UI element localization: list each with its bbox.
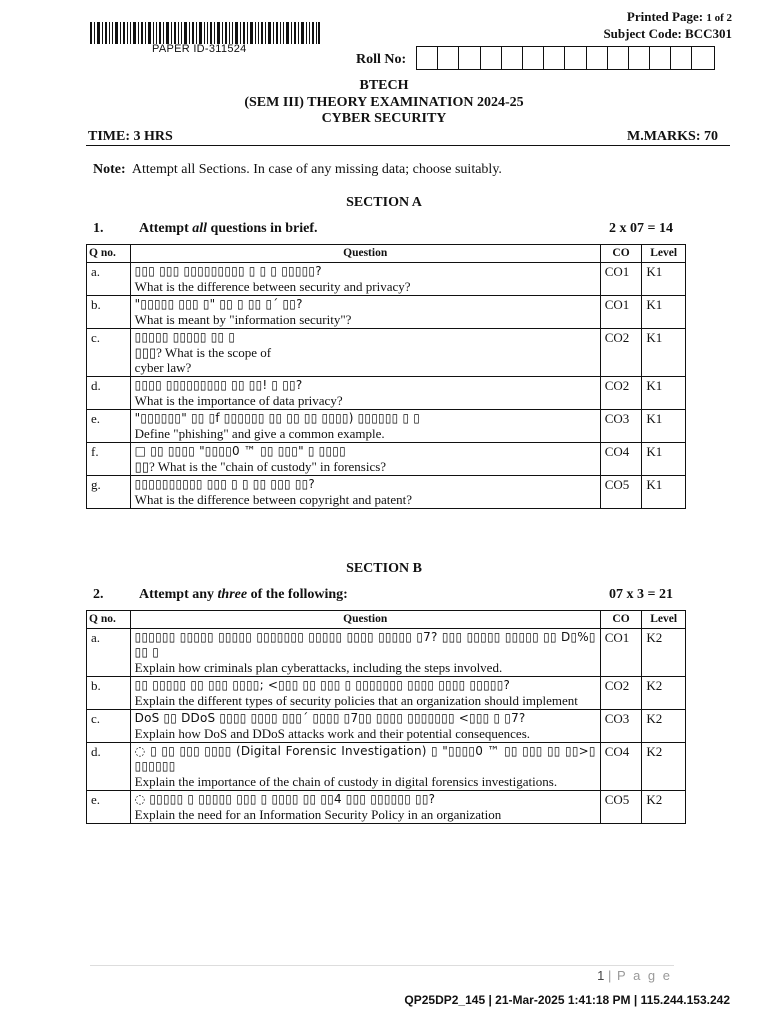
question-no: b.	[87, 677, 131, 710]
printed-page-label: Printed Page:	[626, 9, 704, 24]
footer-divider	[90, 965, 674, 966]
footer-stamp: QP25DP2_145 | 21-Mar-2025 1:41:18 PM | 115.244.153.242	[404, 993, 730, 1007]
question-no: d.	[87, 743, 131, 791]
question-no: d.	[87, 377, 131, 410]
roll-box[interactable]	[438, 47, 459, 69]
roll-box[interactable]	[671, 47, 692, 69]
question-hindi: ▯▯▯ ▯▯▯ ▯▯▯▯▯▯▯▯▯ ▯ ▯ ▯ ▯▯▯▯▯?	[134, 264, 322, 278]
bloom-level: K1	[642, 263, 686, 296]
course-outcome: CO1	[600, 296, 642, 329]
bloom-level: K2	[642, 629, 686, 677]
table-row	[87, 410, 686, 443]
time-marks-row	[88, 129, 718, 145]
roll-box[interactable]	[608, 47, 629, 69]
page-separator: |	[608, 968, 614, 983]
roll-box[interactable]	[523, 47, 544, 69]
roll-no-boxes[interactable]	[416, 46, 715, 70]
note-text: Attempt all Sections. In case of any missing data; choose suitably.	[131, 162, 502, 177]
question-english: ▯▯▯? What is the scope of cyber law?	[134, 345, 272, 375]
section-b-marks: 07 x 3 = 21	[609, 587, 673, 602]
roll-no-label: Roll No:	[356, 52, 407, 67]
table-row	[87, 377, 686, 410]
question-text	[130, 710, 600, 743]
course-outcome: CO1	[600, 263, 642, 296]
question-number: 2.	[93, 587, 104, 602]
question-text	[130, 410, 600, 443]
question-text	[130, 743, 600, 791]
question-hindi: □ ▯▯ ▯▯▯▯ "▯▯▯▯0 ™ ▯▯ ▯▯▯" ▯ ▯▯▯▯	[134, 444, 346, 458]
course-outcome: CO5	[600, 791, 642, 824]
page-number	[597, 968, 672, 983]
question-english: ▯▯? What is the "chain of custody" in forensics?	[134, 459, 387, 474]
note-label: Note:	[93, 162, 126, 177]
section-a-instruction	[93, 221, 673, 237]
question-hindi: ◌ ▯ ▯▯ ▯▯▯ ▯▯▯▯ (Digital Forensic Investigation) ▯ "▯▯▯▯0 ™ ▯▯ ▯▯▯ ▯▯ ▯▯>▯ ▯▯▯▯▯▯	[134, 744, 596, 773]
question-english: Explain the different types of security policies that an organization should implement	[134, 693, 578, 708]
table-row	[87, 710, 686, 743]
table-row	[87, 329, 686, 377]
printed-page-info	[603, 9, 732, 42]
roll-box[interactable]	[417, 47, 438, 69]
table-row	[87, 677, 686, 710]
col-header-qno: Q no.	[87, 611, 131, 629]
question-hindi: "▯▯▯▯▯ ▯▯▯ ▯" ▯▯ ▯ ▯▯ ▯´ ▯▯?	[134, 297, 303, 311]
question-hindi: DoS ▯▯ DDoS ▯▯▯▯ ▯▯▯▯ ▯▯▯´ ▯▯▯▯ ▯7▯▯ ▯▯▯▯ ▯▯▯▯▯▯▯ <▯▯▯ ▯ ▯7?	[134, 711, 526, 725]
printed-page-value: 1 of 2	[706, 12, 732, 24]
bloom-level: K2	[642, 743, 686, 791]
question-text	[130, 629, 600, 677]
question-no: f.	[87, 443, 131, 476]
course-outcome: CO4	[600, 743, 642, 791]
col-header-level: Level	[642, 611, 686, 629]
question-english: Define "phishing" and give a common example.	[134, 426, 385, 441]
page-word: P a g e	[617, 968, 672, 983]
question-no: c.	[87, 710, 131, 743]
subject-title: CYBER SECURITY	[321, 111, 447, 126]
bloom-level: K1	[642, 377, 686, 410]
subject-code-label: Subject Code:	[603, 26, 682, 41]
instruction-emphasis: all	[192, 221, 208, 236]
question-hindi: ▯▯▯▯ ▯▯▯▯▯▯▯▯▯ ▯▯ ▯▯! ▯ ▯▯?	[134, 378, 303, 392]
section-b-table	[86, 610, 686, 824]
question-no: a.	[87, 629, 131, 677]
roll-box[interactable]	[629, 47, 650, 69]
question-text	[130, 377, 600, 410]
table-row	[87, 629, 686, 677]
question-english: What is meant by "information security"?	[134, 312, 352, 327]
bloom-level: K1	[642, 410, 686, 443]
paper-id: PAPER ID-311524	[152, 43, 247, 55]
question-hindi: ▯▯▯▯▯ ▯▯▯▯▯ ▯▯ ▯	[134, 330, 236, 344]
table-row	[87, 791, 686, 824]
course-outcome: CO2	[600, 677, 642, 710]
bloom-level: K1	[642, 443, 686, 476]
section-a-table	[86, 244, 686, 509]
course-outcome: CO2	[600, 377, 642, 410]
question-english: What is the difference between copyright and patent?	[134, 492, 413, 507]
question-hindi: ▯▯▯▯▯▯ ▯▯▯▯▯ ▯▯▯▯▯ ▯▯▯▯▯▯▯ ▯▯▯▯▯ ▯▯▯▯ ▯▯▯▯▯ ▯7? ▯▯▯ ▯▯▯▯▯ ▯▯▯▯▯ ▯▯ D▯%▯ ▯▯ ▯	[134, 630, 596, 659]
course-outcome: CO3	[600, 410, 642, 443]
question-text	[130, 476, 600, 509]
table-row	[87, 296, 686, 329]
question-text	[130, 263, 600, 296]
course-outcome: CO2	[600, 329, 642, 377]
note	[93, 162, 502, 178]
roll-box[interactable]	[544, 47, 565, 69]
roll-box[interactable]	[692, 47, 713, 69]
bloom-level: K1	[642, 329, 686, 377]
question-hindi: "▯▯▯▯▯▯" ▯▯ ▯f ▯▯▯▯▯▯ ▯▯ ▯▯ ▯▯ ▯▯▯▯) ▯▯▯▯▯▯ ▯ ▯	[134, 411, 421, 425]
question-text	[130, 443, 600, 476]
question-no: e.	[87, 791, 131, 824]
header-divider	[86, 145, 730, 146]
course-outcome: CO4	[600, 443, 642, 476]
course-title: BTECH	[359, 78, 409, 93]
course-outcome: CO1	[600, 629, 642, 677]
question-text	[130, 296, 600, 329]
exam-title: (SEM III) THEORY EXAMINATION 2024-25	[244, 95, 524, 110]
question-english: What is the importance of data privacy?	[134, 393, 343, 408]
table-row	[87, 443, 686, 476]
question-hindi: ▯▯ ▯▯▯▯▯ ▯▯ ▯▯▯ ▯▯▯▯; <▯▯▯ ▯▯ ▯▯▯ ▯ ▯▯▯▯▯▯▯ ▯▯▯▯ ▯▯▯▯ ▯▯▯▯▯?	[134, 678, 511, 692]
question-english: Explain how DoS and DDoS attacks work and their potential consequences.	[134, 726, 530, 741]
time-allowed: TIME: 3 HRS	[88, 129, 173, 144]
question-no: c.	[87, 329, 131, 377]
col-header-question: Question	[130, 245, 600, 263]
page-num-value: 1	[597, 968, 605, 983]
col-header-question: Question	[130, 611, 600, 629]
question-english: Explain how criminals plan cyberattacks, including the steps involved.	[134, 660, 503, 675]
section-a-marks: 2 x 07 = 14	[609, 221, 673, 236]
instruction-prefix: Attempt	[139, 221, 193, 236]
instruction-prefix: Attempt any	[139, 587, 218, 602]
bloom-level: K2	[642, 677, 686, 710]
question-text	[130, 329, 600, 377]
question-english: Explain the importance of the chain of custody in digital forensics investigations.	[134, 774, 558, 789]
col-header-co: CO	[600, 611, 642, 629]
roll-box[interactable]	[587, 47, 608, 69]
roll-box[interactable]	[481, 47, 502, 69]
col-header-level: Level	[642, 245, 686, 263]
instruction-suffix: of the following:	[247, 587, 348, 602]
question-no: a.	[87, 263, 131, 296]
bloom-level: K1	[642, 476, 686, 509]
col-header-co: CO	[600, 245, 642, 263]
roll-box[interactable]	[459, 47, 480, 69]
bloom-level: K2	[642, 710, 686, 743]
roll-box[interactable]	[565, 47, 586, 69]
question-hindi: ▯▯▯▯▯▯▯▯▯▯ ▯▯▯ ▯ ▯ ▯▯ ▯▯▯ ▯▯?	[134, 477, 316, 491]
table-row	[87, 476, 686, 509]
question-hindi: ◌ ▯▯▯▯▯ ▯ ▯▯▯▯▯ ▯▯▯ ▯ ▯▯▯▯ ▯▯ ▯▯4 ▯▯▯ ▯▯▯▯▯▯ ▯▯?	[134, 792, 436, 806]
bloom-level: K1	[642, 296, 686, 329]
instruction-suffix: questions in brief.	[207, 221, 318, 236]
table-row	[87, 263, 686, 296]
question-no: e.	[87, 410, 131, 443]
roll-box[interactable]	[502, 47, 523, 69]
subject-code-value: BCC301	[685, 26, 732, 41]
bloom-level: K2	[642, 791, 686, 824]
question-english: What is the difference between security and privacy?	[134, 279, 411, 294]
question-english: Explain the need for an Information Security Policy in an organization	[134, 807, 502, 822]
question-text	[130, 677, 600, 710]
section-a-title: SECTION A	[346, 195, 422, 210]
roll-box[interactable]	[650, 47, 671, 69]
section-b-title: SECTION B	[346, 561, 422, 576]
max-marks: M.MARKS: 70	[627, 129, 718, 144]
question-no: b.	[87, 296, 131, 329]
table-row	[87, 743, 686, 791]
course-outcome: CO3	[600, 710, 642, 743]
instruction-emphasis: three	[217, 587, 248, 602]
barcode-image	[90, 22, 320, 44]
question-text	[130, 791, 600, 824]
question-number: 1.	[93, 221, 104, 236]
section-b-instruction	[93, 587, 673, 603]
question-no: g.	[87, 476, 131, 509]
col-header-qno: Q no.	[87, 245, 131, 263]
course-outcome: CO5	[600, 476, 642, 509]
